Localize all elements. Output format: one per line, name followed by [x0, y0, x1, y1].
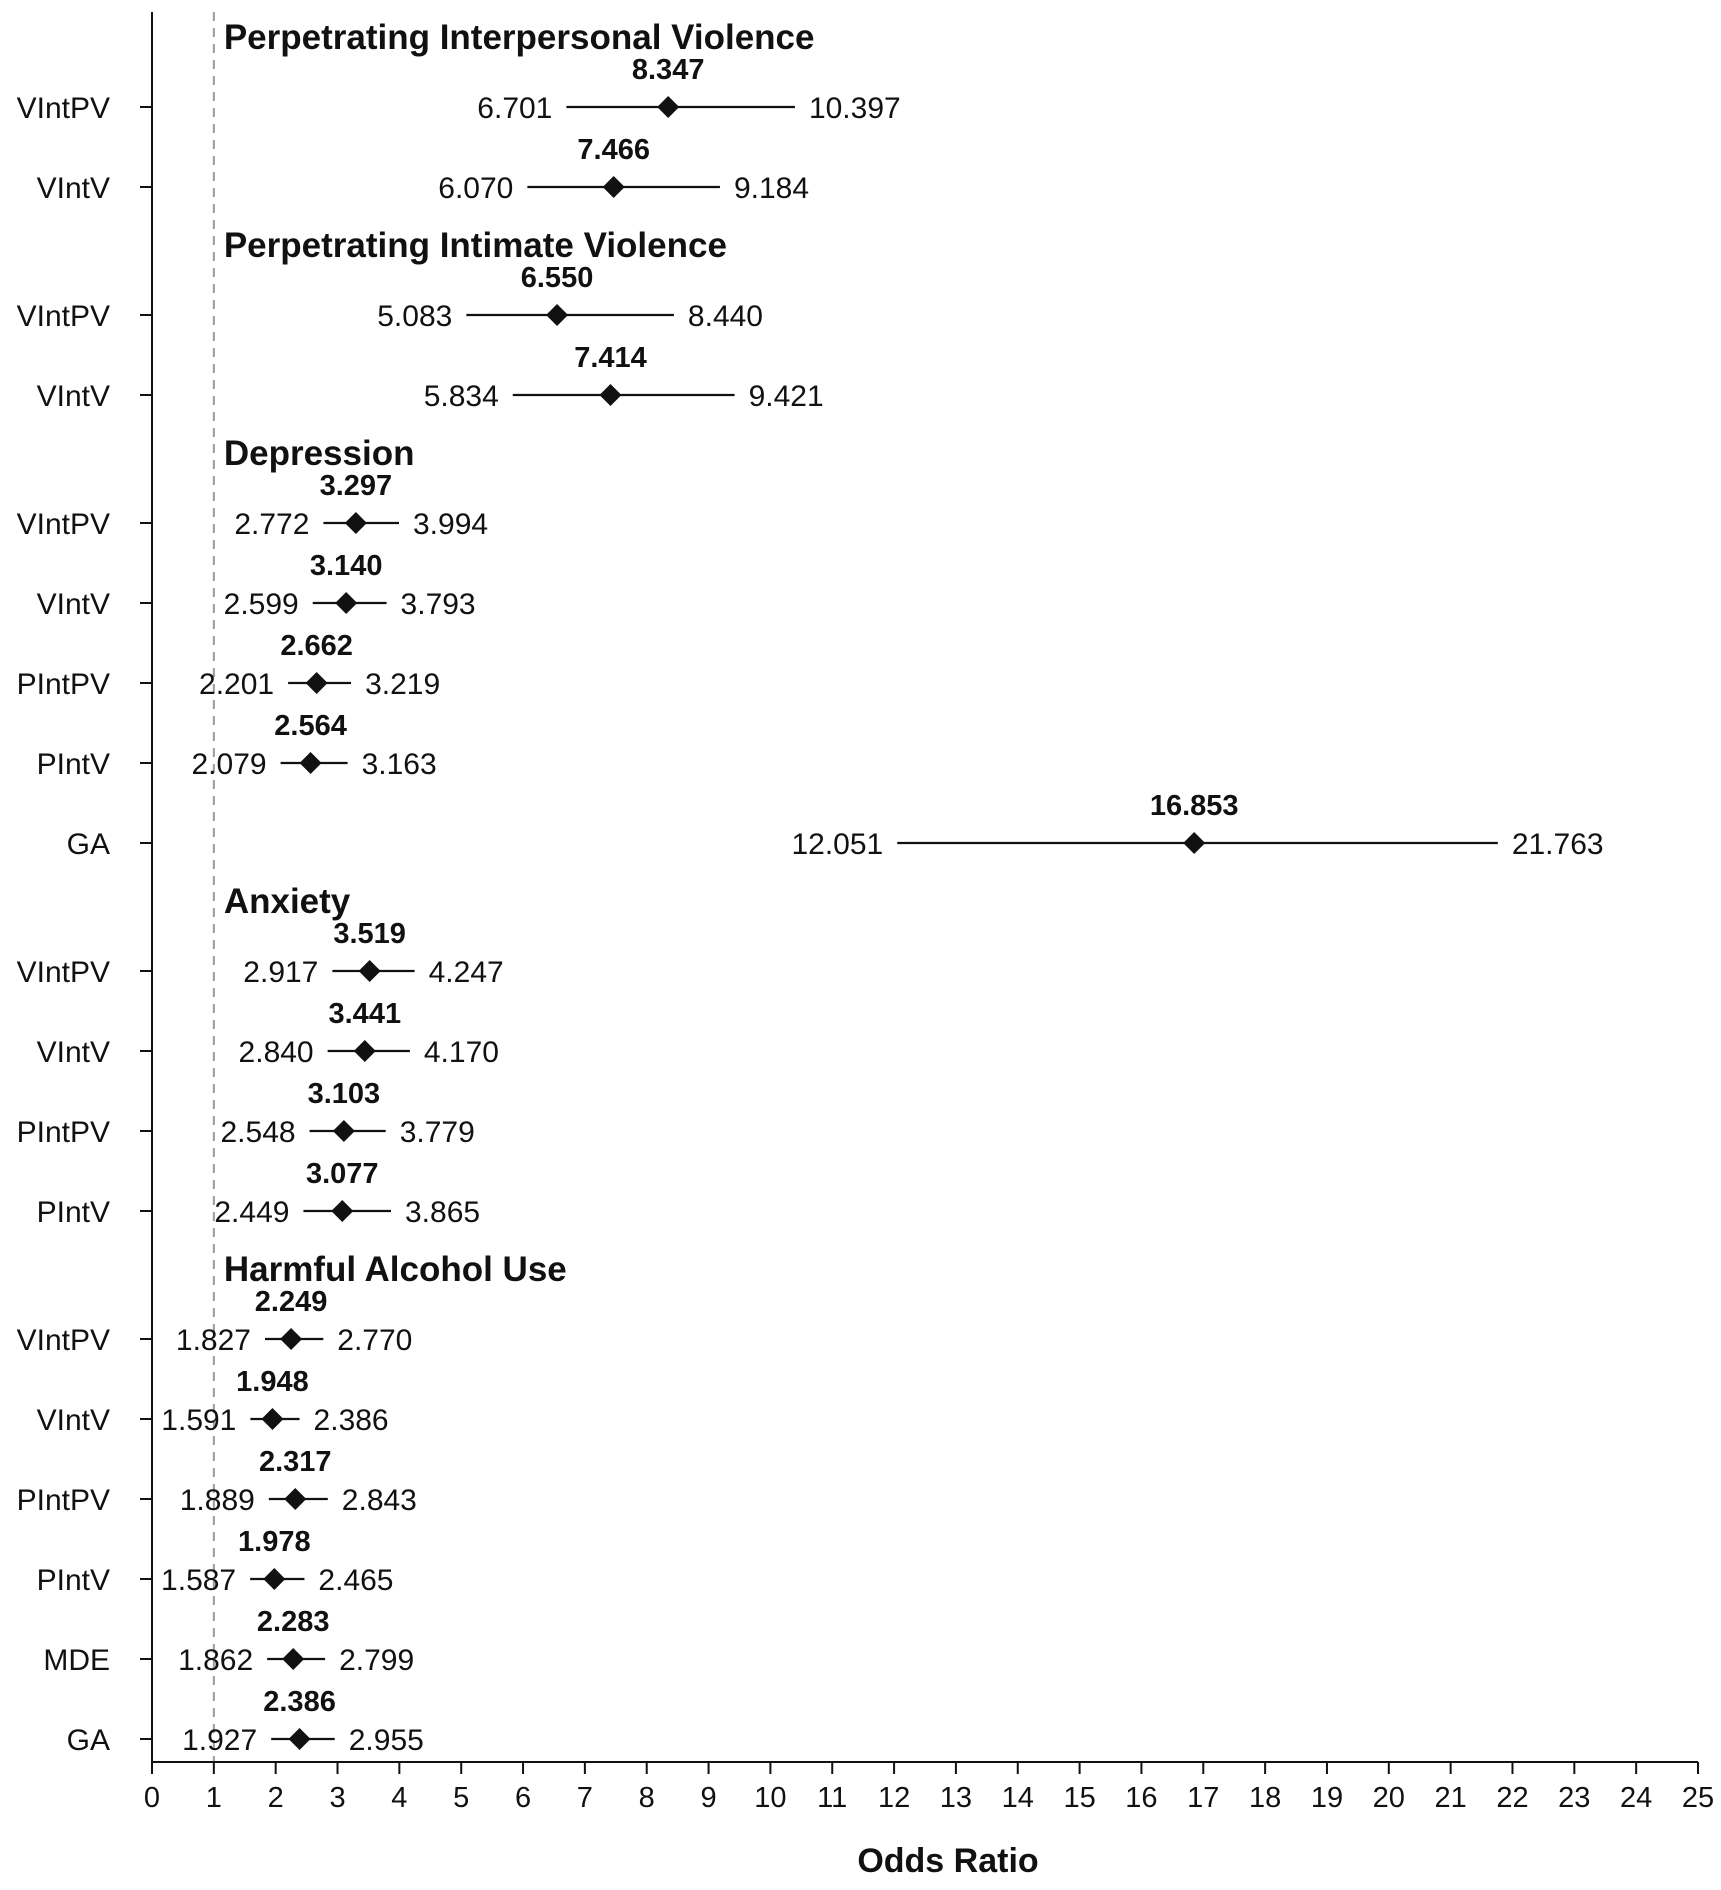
x-tick-label: 16 — [1125, 1782, 1158, 1814]
or-marker — [546, 304, 568, 326]
or-value-label: 3.077 — [305, 1158, 379, 1190]
x-tick-label: 4 — [391, 1782, 408, 1814]
ci-upper-label: 9.184 — [733, 172, 810, 205]
or-value-label: 2.564 — [274, 710, 347, 742]
ci-lower-label: 2.449 — [214, 1196, 290, 1229]
ci-upper-label: 2.955 — [348, 1724, 424, 1757]
ci-lower-label: 5.083 — [377, 300, 453, 333]
or-marker — [306, 672, 328, 694]
ci-upper-label: 9.421 — [748, 380, 824, 413]
ci-lower-label: 1.889 — [179, 1484, 255, 1517]
row-label: PIntPV — [16, 668, 110, 701]
ci-lower-label: 2.548 — [220, 1116, 296, 1149]
or-marker — [657, 96, 679, 118]
section-title: Perpetrating Intimate Violence — [223, 226, 727, 265]
row-label: GA — [66, 828, 110, 861]
or-value-label: 6.550 — [520, 262, 594, 294]
ci-lower-label: 6.701 — [477, 92, 553, 125]
x-tick-label: 20 — [1372, 1782, 1405, 1814]
ci-upper-label: 3.994 — [412, 508, 489, 541]
section-title: Anxiety — [223, 882, 351, 921]
x-tick-label: 13 — [939, 1782, 973, 1814]
or-marker — [331, 1200, 353, 1222]
ci-upper-label: 2.465 — [318, 1564, 394, 1597]
row-label: PIntPV — [16, 1484, 110, 1517]
ci-upper-label: 3.163 — [361, 748, 437, 781]
row-label: VIntV — [36, 588, 110, 621]
or-marker — [354, 1040, 376, 1062]
or-value-label: 3.519 — [333, 918, 406, 950]
or-marker — [300, 752, 322, 774]
or-marker — [333, 1120, 355, 1142]
ci-lower-label: 2.079 — [191, 748, 267, 781]
row-label: VIntV — [36, 172, 110, 205]
or-value-label: 2.662 — [280, 630, 353, 662]
section-title: Harmful Alcohol Use — [223, 1250, 567, 1289]
or-marker — [603, 176, 625, 198]
row-label: VIntPV — [16, 956, 110, 989]
x-tick-label: 11 — [817, 1782, 848, 1814]
x-tick-label: 15 — [1063, 1782, 1096, 1814]
ci-upper-label: 8.440 — [687, 300, 764, 333]
ci-lower-label: 6.070 — [438, 172, 514, 205]
x-tick-label: 7 — [576, 1782, 593, 1814]
or-marker — [263, 1568, 285, 1590]
row-label: VIntV — [36, 1036, 110, 1069]
x-tick-label: 25 — [1681, 1782, 1715, 1814]
x-tick-label: 6 — [514, 1782, 532, 1814]
x-tick-label: 5 — [453, 1782, 470, 1814]
or-value-label: 7.466 — [577, 134, 650, 166]
ci-upper-label: 2.770 — [337, 1324, 413, 1357]
ci-upper-label: 21.763 — [1511, 828, 1604, 861]
x-tick-label: 23 — [1558, 1782, 1591, 1814]
x-tick-label: 2 — [267, 1782, 284, 1814]
or-value-label: 2.249 — [254, 1286, 328, 1318]
row-label: VIntPV — [16, 300, 110, 333]
ci-lower-label: 2.599 — [223, 588, 299, 621]
row-label: GA — [66, 1724, 110, 1757]
x-tick-label: 3 — [329, 1782, 346, 1814]
plot-area — [17, 12, 1715, 1814]
section-title: Perpetrating Interpersonal Violence — [223, 18, 815, 57]
or-value-label: 2.283 — [256, 1606, 330, 1638]
x-tick-label: 19 — [1310, 1782, 1344, 1814]
ci-lower-label: 1.591 — [161, 1404, 237, 1437]
x-tick-label: 12 — [877, 1782, 911, 1814]
or-marker — [280, 1328, 302, 1350]
or-value-label: 2.386 — [263, 1686, 336, 1718]
ci-upper-label: 3.865 — [405, 1196, 481, 1229]
or-value-label: 3.297 — [319, 470, 393, 502]
x-tick-label: 9 — [700, 1782, 717, 1814]
x-tick-label: 18 — [1248, 1782, 1282, 1814]
row-label: VIntV — [36, 1404, 110, 1437]
section-title: Depression — [223, 434, 415, 473]
or-marker — [282, 1648, 304, 1670]
row-label: MDE — [43, 1644, 110, 1677]
or-marker — [599, 384, 621, 406]
ci-lower-label: 2.201 — [199, 668, 275, 701]
ci-upper-label: 3.793 — [400, 588, 476, 621]
ci-lower-label: 12.051 — [791, 828, 884, 861]
ci-upper-label: 4.170 — [423, 1036, 499, 1069]
ci-lower-label: 2.917 — [243, 956, 319, 989]
ci-upper-label: 10.397 — [808, 92, 901, 125]
ci-upper-label: 2.386 — [313, 1404, 389, 1437]
ci-upper-label: 3.779 — [399, 1116, 475, 1149]
x-tick-label: 14 — [1001, 1782, 1034, 1814]
ci-upper-label: 4.247 — [428, 956, 504, 989]
or-marker — [289, 1728, 311, 1750]
x-tick-label: 24 — [1620, 1782, 1653, 1814]
x-tick-label: 21 — [1434, 1782, 1467, 1814]
ci-lower-label: 2.840 — [238, 1036, 314, 1069]
row-label: PIntV — [36, 748, 110, 781]
x-tick-label: 8 — [638, 1782, 655, 1814]
row-label: PIntPV — [16, 1116, 110, 1149]
ci-lower-label: 1.862 — [178, 1644, 254, 1677]
x-tick-label: 1 — [205, 1782, 222, 1814]
row-label: PIntV — [36, 1564, 110, 1597]
ci-lower-label: 5.834 — [423, 380, 499, 413]
or-value-label: 1.978 — [238, 1526, 311, 1558]
ci-upper-label: 2.799 — [339, 1644, 415, 1677]
or-value-label: 7.414 — [574, 342, 647, 374]
or-value-label: 8.347 — [631, 54, 705, 86]
ci-lower-label: 2.772 — [234, 508, 310, 541]
ci-upper-label: 3.219 — [365, 668, 441, 701]
ci-upper-label: 2.843 — [341, 1484, 417, 1517]
or-value-label: 2.317 — [258, 1446, 332, 1478]
x-tick-label: 10 — [754, 1782, 787, 1814]
x-tick-label: 0 — [143, 1782, 161, 1814]
ci-lower-label: 1.587 — [161, 1564, 237, 1597]
or-marker — [261, 1408, 283, 1430]
row-label: VIntV — [36, 380, 110, 413]
or-marker — [1183, 832, 1205, 854]
or-marker — [359, 960, 381, 982]
x-tick-label: 17 — [1187, 1782, 1220, 1814]
row-label: PIntV — [36, 1196, 110, 1229]
row-label: VIntPV — [16, 508, 110, 541]
or-marker — [284, 1488, 306, 1510]
or-marker — [335, 592, 357, 614]
ci-lower-label: 1.827 — [175, 1324, 251, 1357]
ci-lower-label: 1.927 — [182, 1724, 258, 1757]
or-marker — [345, 512, 367, 534]
or-value-label: 3.140 — [309, 550, 383, 582]
x-tick-label: 22 — [1496, 1782, 1529, 1814]
or-value-label: 16.853 — [1149, 790, 1239, 822]
row-label: VIntPV — [16, 92, 110, 125]
row-label: VIntPV — [16, 1324, 110, 1357]
or-value-label: 3.441 — [328, 998, 402, 1030]
or-value-label: 1.948 — [236, 1366, 309, 1398]
or-value-label: 3.103 — [307, 1078, 381, 1110]
x-axis-title: Odds Ratio — [857, 1842, 1039, 1880]
